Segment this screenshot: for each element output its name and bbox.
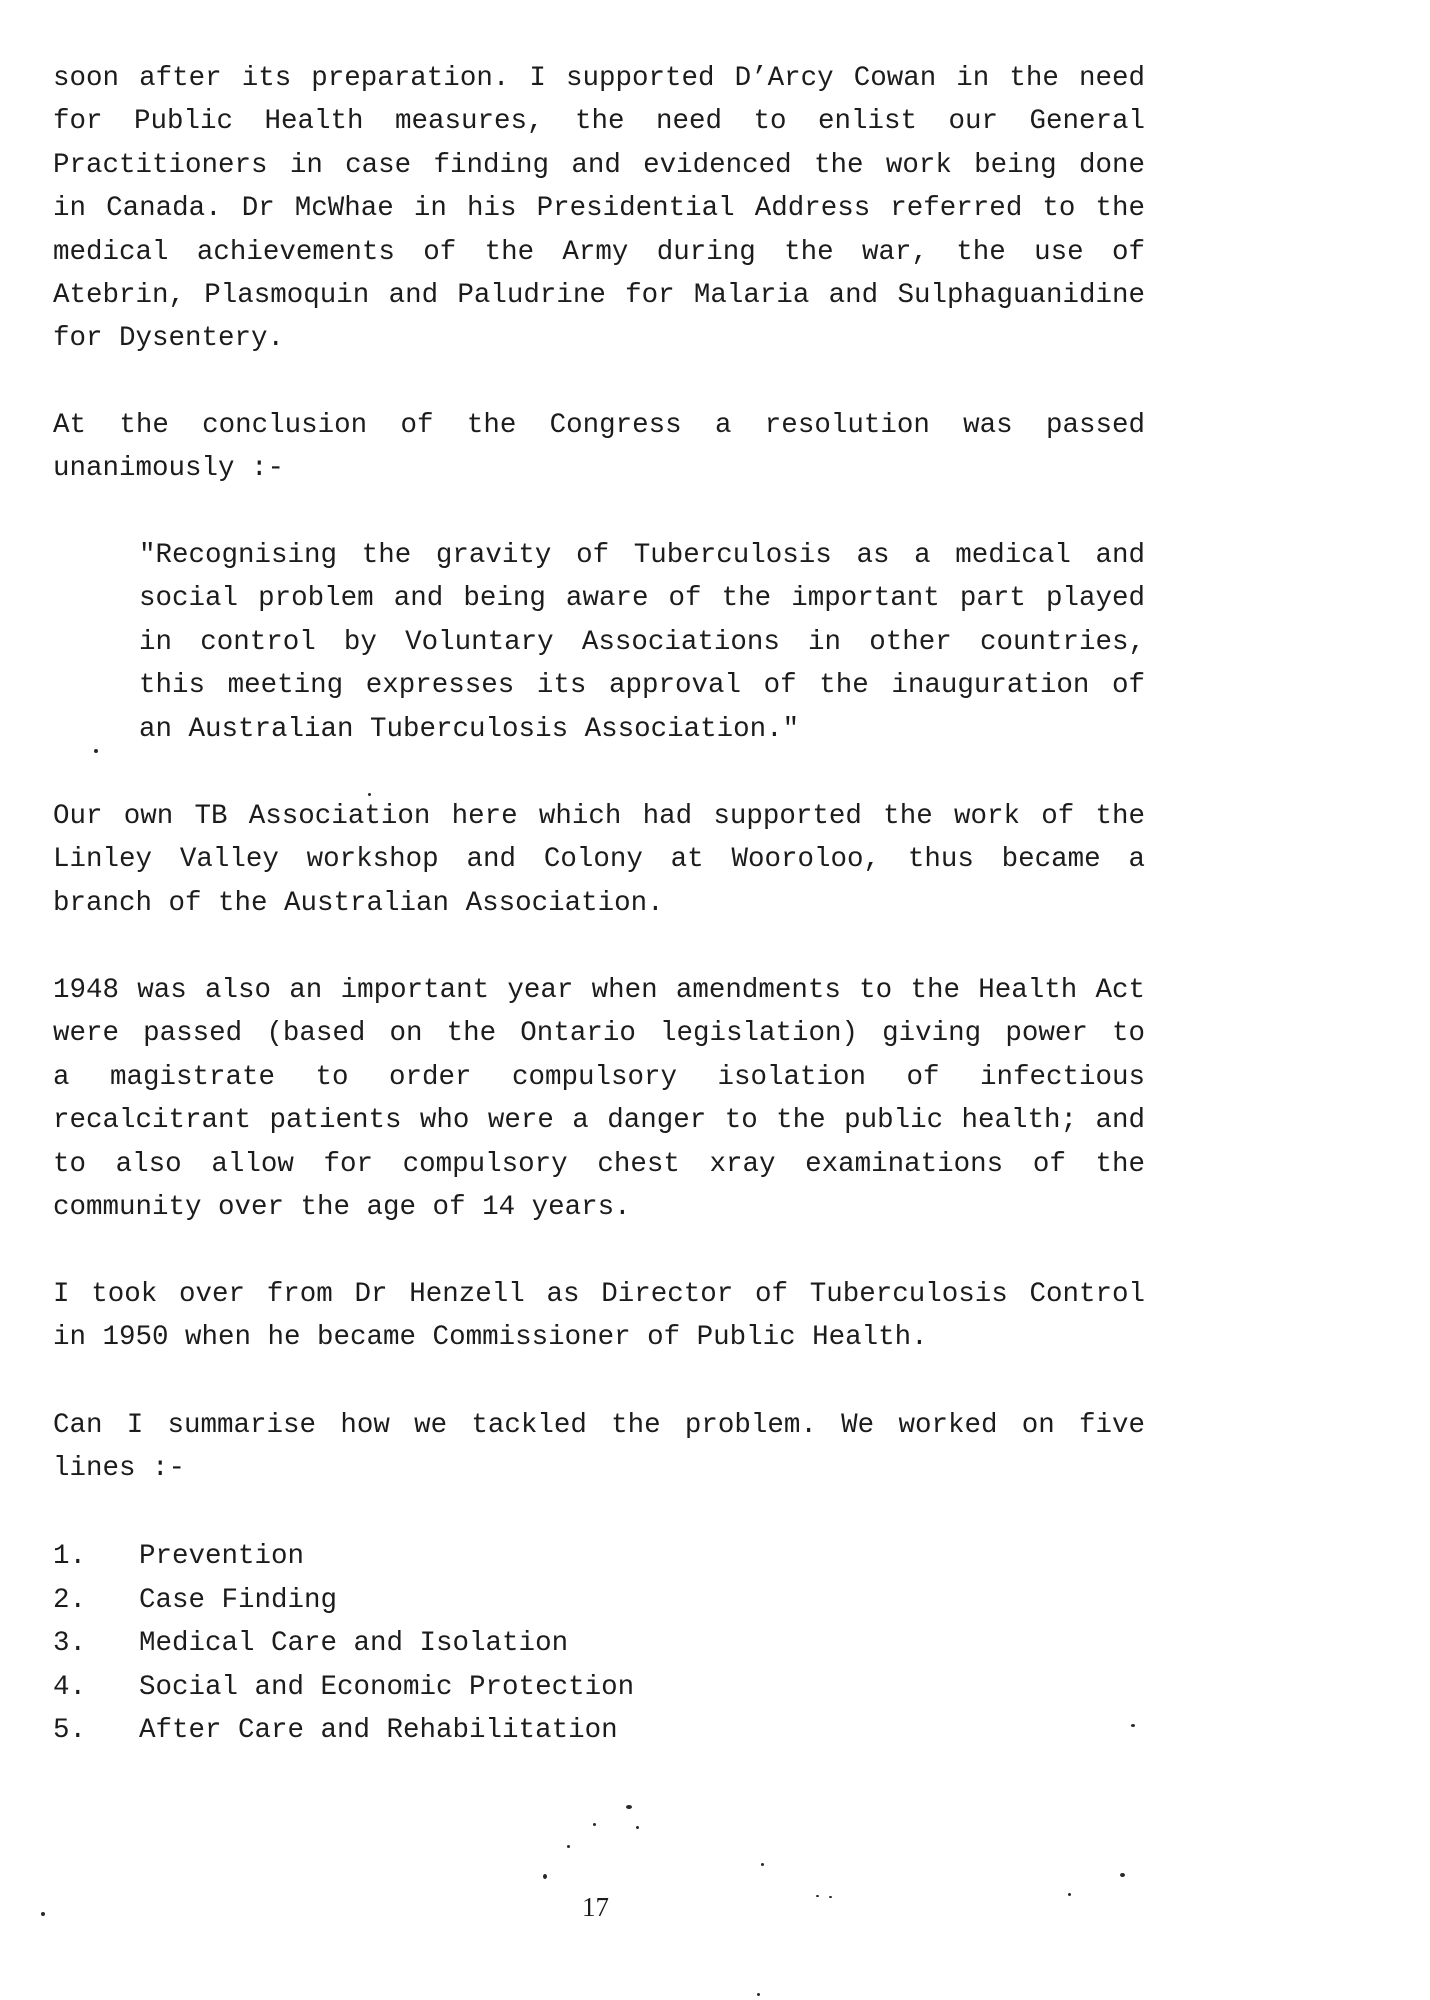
list-item-number: 2. — [53, 1584, 87, 1616]
resolution-quote — [139, 534, 1145, 751]
text-line: At the conclusion of the Congress a resolution was passed — [53, 410, 1145, 441]
text-line: a magistrate to order compulsory isolation of infectious — [53, 1061, 1145, 1093]
text-line: Atebrin, Plasmoquin and Paludrine for Malaria and Sulphaguanidine — [53, 280, 1145, 312]
list-item — [53, 1666, 953, 1710]
scan-speck — [1120, 1873, 1125, 1877]
list-item — [53, 1622, 953, 1666]
text-line: recalcitrant patients who were a danger to the public health; and — [53, 1105, 1145, 1137]
list-item-text: After Care and Rehabilitation — [139, 1715, 618, 1747]
text-line: medical achievements of the Army during the war, the use of — [53, 236, 1145, 268]
list-item-text: Social and Economic Protection — [139, 1671, 635, 1703]
text-line: for Dysentery. — [53, 323, 285, 355]
scan-speck — [593, 1823, 596, 1826]
list-item-text: Prevention — [139, 1541, 305, 1572]
list-item-number: 1. — [53, 1541, 87, 1572]
list-item — [53, 1709, 953, 1753]
scan-speck — [567, 1845, 570, 1848]
text-line: "Recognising the gravity of Tuberculosis as a medical and — [139, 540, 1145, 571]
paragraph-resolution-intro — [53, 404, 1145, 491]
scan-speck — [1068, 1893, 1071, 1896]
text-line: Practitioners in case finding and evidenced the work being done — [53, 149, 1145, 181]
text-line: Linley Valley workshop and Colony at Wooroloo, thus became a — [53, 844, 1145, 876]
page-number: 17 — [582, 1892, 609, 1922]
list-item-number: 5. — [53, 1715, 87, 1747]
paragraph-summary-intro — [53, 1404, 1145, 1491]
paragraph-director-1950 — [53, 1273, 1145, 1360]
text-line: for Public Health measures, the need to enlist our General — [53, 106, 1145, 138]
scan-speck — [636, 1826, 639, 1829]
text-line: lines :- — [53, 1453, 186, 1485]
scan-speck — [368, 793, 371, 796]
text-line: this meeting expresses its approval of the inauguration of — [139, 670, 1145, 702]
paragraph-health-act-1948 — [53, 969, 1145, 1229]
text-line: Our own TB Association here which had supported the work of the — [53, 801, 1145, 832]
scan-speck — [41, 1912, 45, 1916]
text-line: branch of the Australian Association. — [53, 887, 664, 919]
text-line: in 1950 when he became Commissioner of Public Health. — [53, 1322, 928, 1354]
text-line: 1948 was also an important year when amendments to the Health Act — [53, 975, 1145, 1006]
text-line: community over the age of 14 years. — [53, 1192, 631, 1224]
five-lines-list — [53, 1535, 953, 1753]
text-line: social problem and being aware of the important part played — [139, 583, 1145, 615]
scan-speck — [757, 1993, 760, 1996]
scan-speck — [626, 1805, 632, 1809]
list-item-text: Medical Care and Isolation — [139, 1628, 569, 1660]
text-line: an Australian Tuberculosis Association." — [139, 713, 800, 745]
text-line: Can I summarise how we tackled the problem. We worked on five — [53, 1410, 1145, 1441]
list-item-number: 4. — [53, 1671, 87, 1703]
list-item — [53, 1579, 953, 1623]
scan-speck — [543, 1874, 547, 1879]
text-line: unanimously :- — [53, 453, 285, 485]
list-item-number: 3. — [53, 1628, 87, 1660]
text-line: to also allow for compulsory chest xray examinations of the — [53, 1148, 1145, 1180]
scan-speck — [761, 1863, 764, 1866]
paragraph-congress-support — [53, 57, 1145, 361]
paragraph-tb-association — [53, 795, 1145, 925]
scan-speck — [1131, 1724, 1135, 1727]
scan-speck — [816, 1895, 819, 1897]
scan-speck — [94, 749, 98, 753]
text-line: in control by Voluntary Associations in other countries, — [139, 626, 1145, 658]
list-item — [53, 1535, 953, 1579]
text-line: soon after its preparation. I supported D’Arcy Cowan in the need — [53, 63, 1145, 94]
text-line: were passed (based on the Ontario legislation) giving power to — [53, 1018, 1145, 1050]
list-item-text: Case Finding — [139, 1584, 338, 1616]
scan-speck — [829, 1896, 832, 1898]
text-line: in Canada. Dr McWhae in his Presidential Address referred to the — [53, 193, 1145, 225]
text-line: I took over from Dr Henzell as Director of Tuberculosis Control — [53, 1279, 1145, 1310]
